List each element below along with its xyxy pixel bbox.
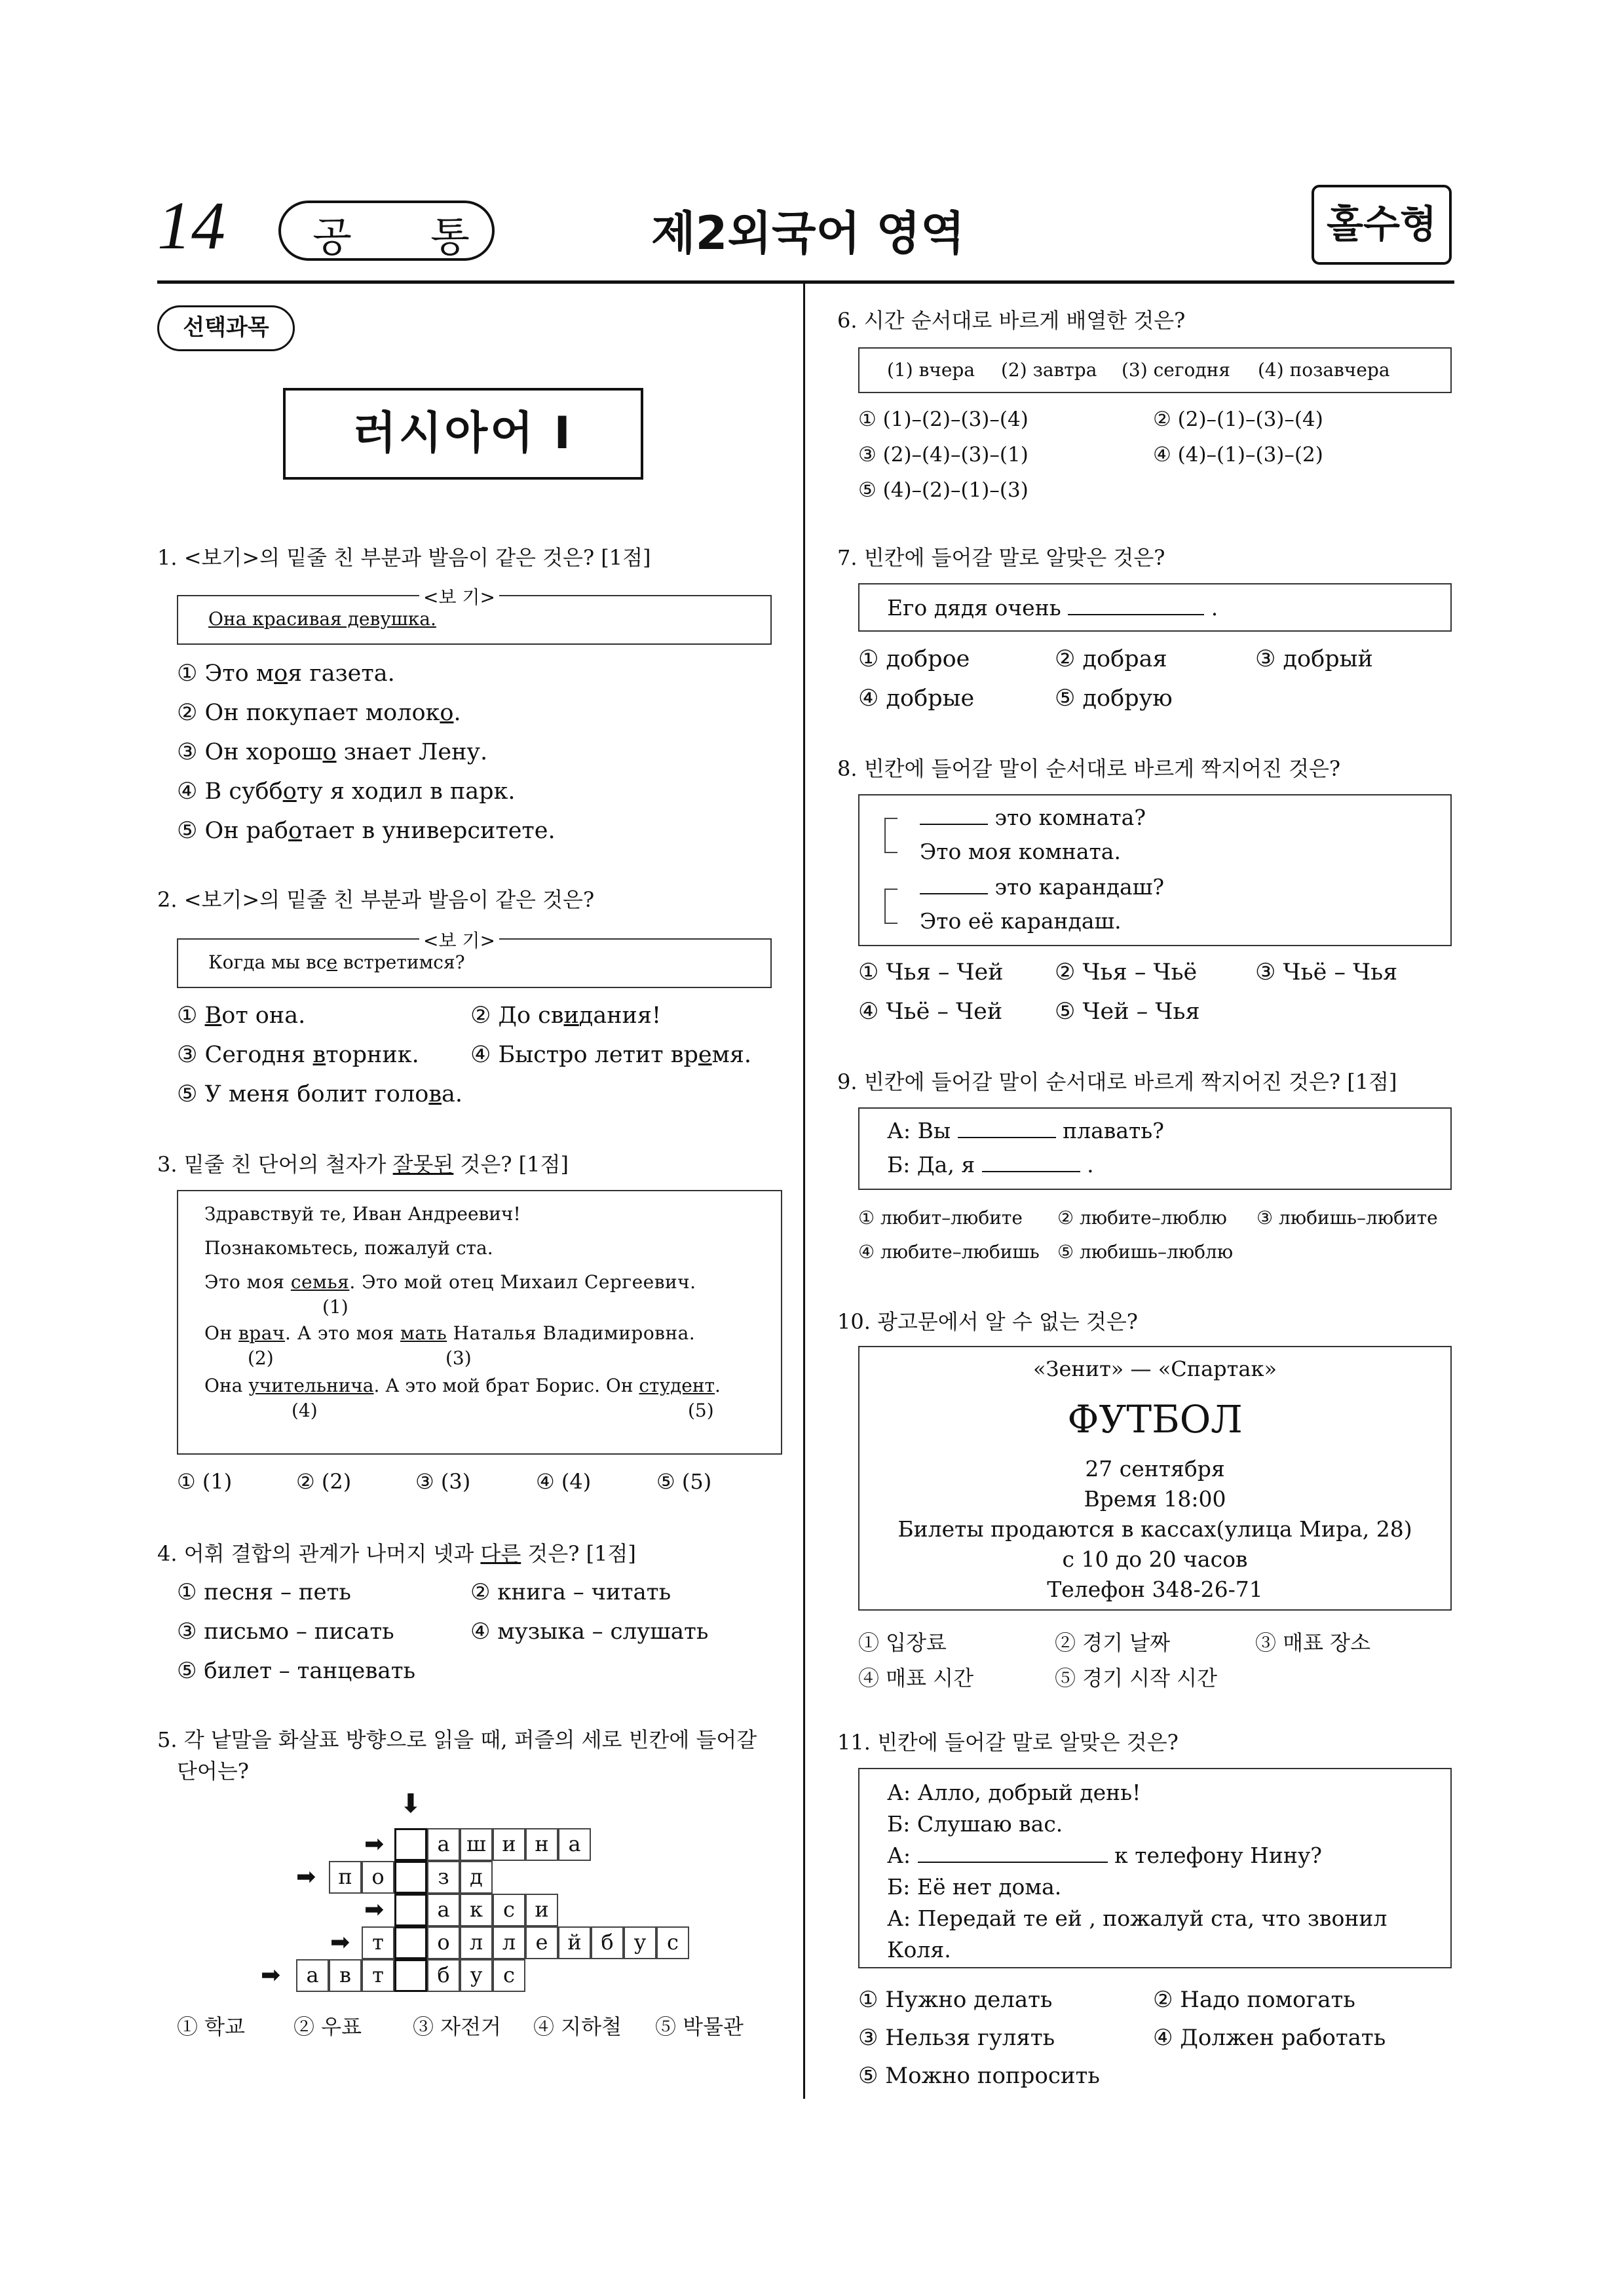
- q2-bogi-label: <보 기>: [419, 927, 499, 953]
- q8-line-2: Это моя комната.: [920, 839, 1121, 864]
- q9-option-4[interactable]: ④ любите–любишь: [858, 1241, 1040, 1263]
- q11-line-5: А: Передай те ей , пожалуй ста, что звонил: [887, 1905, 1388, 1931]
- q6-word-1: (1) вчера: [887, 359, 975, 381]
- crossword-cell: у: [460, 1959, 493, 1992]
- q10-ad-place: Билеты продаются в кассах(улица Мира, 28): [897, 1516, 1412, 1542]
- q10-ad-phone: Телефон 348-26-71: [1047, 1577, 1263, 1602]
- q2-bogi-text: Когда мы все встретимся?: [208, 951, 465, 973]
- q3-option-2[interactable]: ② (2): [296, 1469, 352, 1494]
- q6-option-5[interactable]: ⑤ (4)–(2)–(1)–(3): [858, 478, 1029, 502]
- q1-option-5[interactable]: ⑤ Он работает в университете.: [177, 818, 556, 844]
- q10-option-4[interactable]: ④ 매표 시간: [858, 1666, 973, 1691]
- crossword-cell: с: [493, 1894, 525, 1926]
- q5-option-1[interactable]: ① 학교: [177, 2014, 245, 2039]
- q5-option-2[interactable]: ② 우표: [293, 2014, 362, 2039]
- q9-blank-2[interactable]: [982, 1171, 1080, 1172]
- q10-option-1[interactable]: ① 입장료: [858, 1630, 947, 1655]
- q8-blank-2[interactable]: [920, 893, 988, 894]
- q3-marker-2: (2): [248, 1347, 274, 1369]
- crossword-cell: й: [558, 1926, 591, 1959]
- crossword-cell: о: [362, 1861, 394, 1894]
- q11-option-1[interactable]: ① Нужно делать: [858, 1987, 1053, 2013]
- q10-ad-headline: ФУТБОЛ: [1067, 1397, 1243, 1442]
- q11-line-6: Коля.: [887, 1937, 951, 1962]
- q6-option-2[interactable]: ② (2)–(1)–(3)–(4): [1153, 408, 1323, 431]
- crossword-cell: н: [525, 1828, 558, 1861]
- q3-line-2: Познакомьтесь, пожалуй ста.: [204, 1237, 493, 1259]
- common-label-2: 통: [430, 213, 470, 261]
- q10-option-2[interactable]: ② 경기 날짜: [1055, 1630, 1170, 1655]
- crossword-cell: т: [362, 1959, 394, 1992]
- q6-word-2: (2) завтра: [1001, 359, 1097, 381]
- q8-line-1: это комната?: [920, 805, 1146, 830]
- q10-stem: 10. 광고문에서 알 수 없는 것은?: [837, 1309, 1138, 1334]
- q2-option-3[interactable]: ③ Сегодня вторник.: [177, 1042, 419, 1068]
- q3-marker-3: (3): [445, 1347, 472, 1369]
- q4-option-3[interactable]: ③ письмо – писать: [177, 1618, 394, 1645]
- q3-marker-4: (4): [292, 1400, 318, 1421]
- crossword-cell: з: [427, 1861, 460, 1894]
- column-divider: [803, 284, 805, 2099]
- q6-option-3[interactable]: ③ (2)–(4)–(3)–(1): [858, 443, 1029, 467]
- q5-stem-line-2: 단어는?: [177, 1759, 249, 1784]
- common-badge: [278, 201, 495, 261]
- q3-line-1: Здравствуй те, Иван Андреевич!: [204, 1203, 521, 1225]
- q6-word-4: (4) позавчера: [1258, 359, 1390, 381]
- q8-line-3: это карандаш?: [920, 874, 1164, 900]
- q2-stem: 2. <보기>의 밑줄 친 부분과 발음이 같은 것은?: [157, 887, 595, 912]
- q11-option-3[interactable]: ③ Нельзя гулять: [858, 2025, 1055, 2051]
- q1-bogi-label: <보 기>: [419, 583, 499, 609]
- q5-option-4[interactable]: ④ 지하철: [533, 2014, 622, 2039]
- q10-option-5[interactable]: ⑤ 경기 시작 시간: [1055, 1666, 1217, 1691]
- q5-option-3[interactable]: ③ 자전거: [413, 2014, 501, 2039]
- crossword-cell: б: [427, 1959, 460, 1992]
- exam-type-box: 홀수형: [1312, 185, 1452, 265]
- q3-marker-5: (5): [688, 1400, 714, 1421]
- crossword-cell: с: [656, 1926, 689, 1959]
- q11-option-2[interactable]: ② Надо помогать: [1153, 1987, 1355, 2013]
- q8-option-2[interactable]: ② Чья – Чьё: [1055, 959, 1198, 985]
- q7-option-1[interactable]: ① доброе: [858, 646, 970, 672]
- q3-stem: 3. 밑줄 친 단어의 철자가 잘못된 것은? [1점]: [157, 1152, 569, 1177]
- q3-option-1[interactable]: ① (1): [177, 1469, 233, 1494]
- q2-option-5[interactable]: ⑤ У меня болит голова.: [177, 1081, 463, 1107]
- q11-line-4: Б: Её нет дома.: [887, 1874, 1062, 1900]
- q1-bogi-text: [208, 608, 436, 630]
- q1-option-2[interactable]: ② Он покупает молоко.: [177, 700, 461, 726]
- q4-option-4[interactable]: ④ музыка – слушать: [470, 1618, 709, 1645]
- crossword-cell: а: [427, 1828, 460, 1861]
- q6-option-4[interactable]: ④ (4)–(1)–(3)–(2): [1153, 443, 1323, 467]
- right-arrow-icon: ➡: [364, 1831, 385, 1858]
- q8-option-1[interactable]: ① Чья – Чей: [858, 959, 1004, 985]
- q9-option-2[interactable]: ② любите–люблю: [1057, 1207, 1227, 1229]
- q3-option-4[interactable]: ④ (4): [536, 1469, 592, 1494]
- q9-stem: 9. 빈칸에 들어갈 말이 순서대로 바르게 짝지어진 것은? [1점]: [837, 1069, 1397, 1094]
- q8-stem: 8. 빈칸에 들어갈 말이 순서대로 바르게 짝지어진 것은?: [837, 756, 1341, 781]
- crossword-cell: с: [493, 1959, 525, 1992]
- q1-option-1[interactable]: ① Это моя газета.: [177, 660, 395, 687]
- q5-option-5[interactable]: ⑤ 박물관: [655, 2014, 744, 2039]
- q7-sentence: Его дядя очень .: [887, 595, 1218, 621]
- q8-option-3[interactable]: ③ Чьё – Чья: [1255, 959, 1398, 985]
- q1-option-4[interactable]: ④ В субботу я ходил в парк.: [177, 778, 516, 805]
- q7-option-4[interactable]: ④ добрые: [858, 685, 975, 712]
- q7-option-3[interactable]: ③ добрый: [1255, 646, 1373, 672]
- q1-bogi-text: Она красивая девушка.: [208, 608, 436, 630]
- q11-option-5[interactable]: ⑤ Можно попросить: [858, 2063, 1100, 2089]
- q3-line-3: Это моя семья. Это мой отец Михаил Сергеевич.: [204, 1271, 696, 1293]
- q7-stem: 7. 빈칸에 들어갈 말로 알맞은 것은?: [837, 545, 1165, 570]
- right-arrow-icon: ➡: [364, 1896, 385, 1923]
- crossword-cell: к: [460, 1894, 493, 1926]
- crossword-cell: а: [558, 1828, 591, 1861]
- q11-line-3: А: к телефону Нину?: [887, 1843, 1322, 1868]
- common-label-1: 공: [312, 213, 352, 261]
- crossword-cell: а: [427, 1894, 460, 1926]
- q3-line-5: Она учительнича. А это мой брат Борис. Он студент.: [204, 1375, 721, 1396]
- q7-blank[interactable]: [1068, 614, 1204, 615]
- q4-option-2[interactable]: ② книга – читать: [470, 1579, 671, 1605]
- q11-line-2: Б: Слушаю вас.: [887, 1811, 1063, 1837]
- q11-option-4[interactable]: ④ Должен работать: [1153, 2025, 1386, 2051]
- q8-option-5[interactable]: ⑤ Чей – Чья: [1055, 999, 1200, 1025]
- q4-option-1[interactable]: ① песня – петь: [177, 1579, 351, 1605]
- q6-stem: 6. 시간 순서대로 바르게 배열한 것은?: [837, 308, 1186, 333]
- q6-word-3: (3) сегодня: [1122, 359, 1230, 381]
- q10-ad-hours: с 10 до 20 часов: [1062, 1546, 1248, 1572]
- crossword-cell: д: [460, 1861, 493, 1894]
- q3-option-3[interactable]: ③ (3): [415, 1469, 471, 1494]
- elective-badge: 선택과목: [157, 305, 295, 351]
- right-arrow-icon: ➡: [261, 1962, 281, 1989]
- crossword-cell: е: [525, 1926, 558, 1959]
- page-title: 제2외국어 영역: [651, 206, 965, 260]
- q10-ad-time: Время 18:00: [1084, 1486, 1226, 1512]
- dialog-bracket: [884, 889, 897, 924]
- down-arrow-icon: ⬇: [400, 1789, 422, 1819]
- header-rule: [157, 280, 1454, 284]
- q11-blank[interactable]: [918, 1862, 1108, 1863]
- crossword-cell: у: [624, 1926, 656, 1959]
- q3-marker-1: (1): [322, 1296, 349, 1318]
- q4-option-5[interactable]: ⑤ билет – танцевать: [177, 1658, 416, 1684]
- q9-option-3[interactable]: ③ любишь–любите: [1256, 1207, 1438, 1229]
- right-arrow-icon: ➡: [296, 1864, 316, 1890]
- q1-option-3[interactable]: ③ Он хорошо знает Лену.: [177, 739, 488, 765]
- q4-stem: 4. 어휘 결합의 관계가 나머지 넷과 다른 것은? [1점]: [157, 1541, 636, 1566]
- q9-blank-1[interactable]: [958, 1137, 1056, 1138]
- crossword-cell: т: [362, 1926, 394, 1959]
- q7-option-5[interactable]: ⑤ добрую: [1055, 685, 1173, 712]
- q11-stem: 11. 빈칸에 들어갈 말로 알맞은 것은?: [837, 1730, 1179, 1755]
- q3-line-4: Он врач. А это моя мать Наталья Владимировна.: [204, 1322, 696, 1344]
- crossword-cell: п: [329, 1861, 362, 1894]
- q10-ad-teams: «Зенит» — «Спартак»: [1032, 1356, 1277, 1381]
- right-arrow-icon: ➡: [330, 1929, 350, 1956]
- q7-option-2[interactable]: ② добрая: [1055, 646, 1167, 672]
- crossword-cell: и: [493, 1828, 525, 1861]
- crossword-cell: ш: [460, 1828, 493, 1861]
- crossword-cell: л: [493, 1926, 525, 1959]
- crossword-cell: б: [591, 1926, 624, 1959]
- q1-stem: 1. <보기>의 밑줄 친 부분과 발음이 같은 것은? [1점]: [157, 545, 651, 570]
- crossword-cell: о: [427, 1926, 460, 1959]
- dialog-bracket: [884, 818, 897, 853]
- q9-option-5[interactable]: ⑤ любишь–люблю: [1057, 1241, 1234, 1263]
- q2-option-1[interactable]: ① Вот она.: [177, 1003, 306, 1029]
- q9-line-2: Б: Да, я .: [887, 1152, 1094, 1177]
- q2-option-2[interactable]: ② До свидания!: [470, 1003, 662, 1029]
- q6-option-1[interactable]: ① (1)–(2)–(3)–(4): [858, 408, 1029, 431]
- crossword-cell[interactable]: [394, 1861, 427, 1894]
- crossword-cell[interactable]: [394, 1828, 427, 1861]
- q11-line-1: А: Алло, добрый день!: [887, 1780, 1141, 1805]
- subject-box: 러시아어 Ⅰ: [283, 388, 643, 480]
- q5-stem-line-1: 5. 각 낱말을 화살표 방향으로 읽을 때, 퍼즐의 세로 빈칸에 들어갈: [157, 1727, 757, 1752]
- q2-option-4[interactable]: ④ Быстро летит время.: [470, 1042, 752, 1068]
- crossword-cell[interactable]: [394, 1959, 427, 1992]
- q10-option-3[interactable]: ③ 매표 장소: [1255, 1630, 1370, 1655]
- q8-line-4: Это её карандаш.: [920, 908, 1122, 934]
- crossword-cell[interactable]: [394, 1926, 427, 1959]
- q3-option-5[interactable]: ⑤ (5): [656, 1469, 712, 1494]
- q9-line-1: А: Вы плавать?: [887, 1118, 1164, 1143]
- crossword-cell: л: [460, 1926, 493, 1959]
- page-number: 14: [157, 188, 225, 263]
- q8-blank-1[interactable]: [920, 824, 988, 825]
- crossword-cell: в: [329, 1959, 362, 1992]
- crossword-cell: а: [296, 1959, 329, 1992]
- crossword-cell[interactable]: [394, 1894, 427, 1926]
- q8-option-4[interactable]: ④ Чьё – Чей: [858, 999, 1003, 1025]
- q10-ad-date: 27 сентября: [1085, 1456, 1225, 1482]
- crossword-cell: и: [525, 1894, 558, 1926]
- q9-option-1[interactable]: ① любит–любите: [858, 1207, 1023, 1229]
